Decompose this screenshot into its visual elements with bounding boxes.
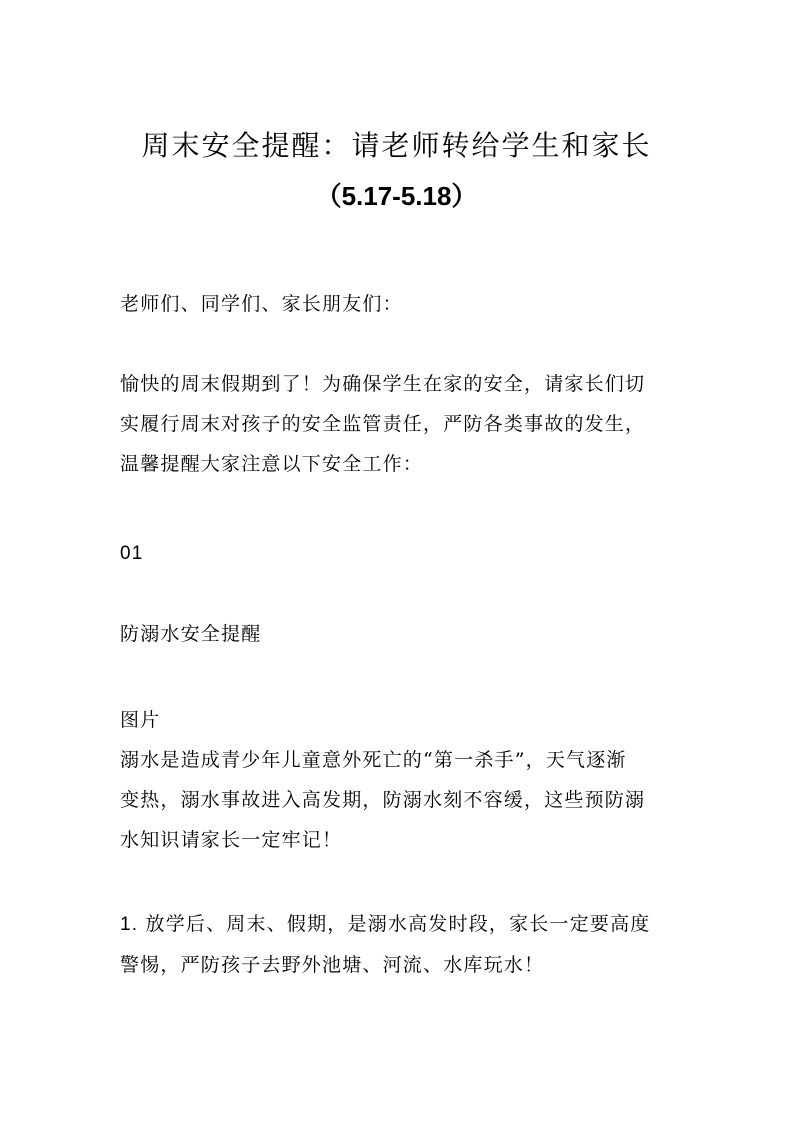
list-item-line: 警惕，严防孩子去野外池塘、河流、水库玩水！ bbox=[120, 954, 545, 976]
intro-line: 愉快的周末假期到了！为确保学生在家的安全，请家长们切 bbox=[120, 373, 646, 395]
title-line-2: （5.17-5.18） bbox=[315, 181, 478, 211]
list-item-number: 1. bbox=[120, 914, 139, 935]
image-placeholder: 图片 bbox=[120, 709, 161, 731]
body-line: 水知识请家长一定牢记！ bbox=[120, 829, 343, 851]
body-line: 变热，溺水事故进入高发期，防溺水刻不容缓，这些预防溺 bbox=[120, 789, 646, 811]
section-number: 01 bbox=[120, 543, 144, 564]
body-line: 溺水是造成青少年儿童意外死亡的“第一杀手”，天气逐渐 bbox=[120, 749, 627, 771]
list-item-1 bbox=[120, 904, 680, 985]
intro-line: 温馨提醒大家注意以下安全工作： bbox=[120, 453, 424, 475]
intro-line: 实履行周末对孩子的安全监管责任，严防各类事故的发生， bbox=[120, 413, 646, 435]
greeting: 老师们、同学们、家长朋友们： bbox=[120, 293, 403, 315]
section-body bbox=[120, 740, 680, 860]
section-title: 防溺水安全提醒 bbox=[120, 623, 262, 645]
intro-paragraph bbox=[120, 364, 680, 484]
list-item-line: 放学后、周末、假期，是溺水高发时段，家长一定要高度 bbox=[145, 913, 651, 935]
title-line-1: 周末安全提醒：请老师转给学生和家长 bbox=[141, 129, 652, 162]
